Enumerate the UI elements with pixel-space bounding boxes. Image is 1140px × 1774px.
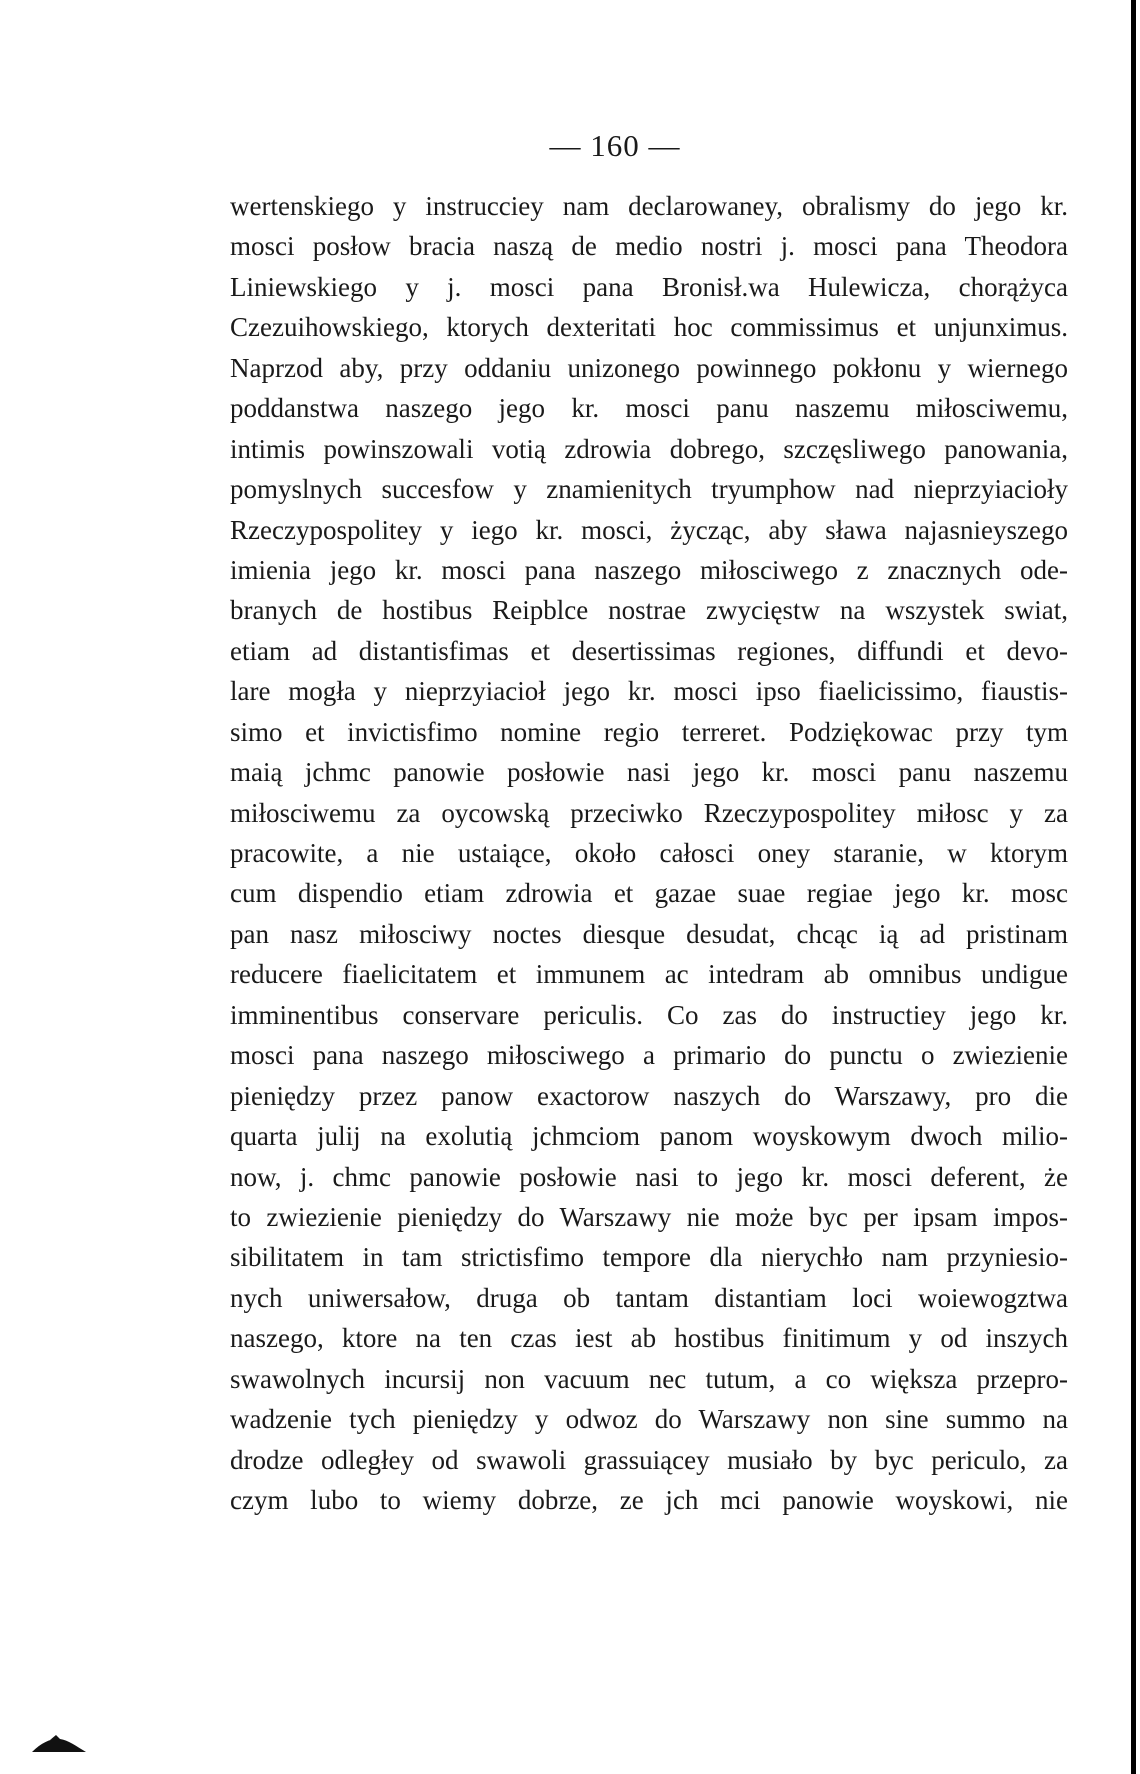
text-line: Naprzod aby, przy oddaniu unizonego powinnego pokłonu y wiernego: [230, 352, 1068, 383]
text-line: cum dispendio etiam zdrowia et gazae suae regiae jego kr. mosc: [230, 878, 1068, 909]
text-line: now, j. chmc panowie posłowie nasi to jego kr. mosci deferent, że: [230, 1161, 1068, 1192]
text-line: etiam ad distantisfimas et desertissimas regiones, diffundi et devo-: [230, 635, 1068, 666]
page-edge-border: [1131, 0, 1136, 1774]
text-line: wadzenie tych pieniędzy y odwoz do Warszawy non sine summo na: [230, 1404, 1068, 1435]
text-line: pomyslnych succesfow y znamienitych tryumphow nad nieprzyiacioły: [230, 474, 1068, 505]
text-line: czym lubo to wiemy dobrze, ze jch mci panowie woyskowi, nie: [230, 1485, 1068, 1515]
text-line: drodze odległey od swawoli grassuiącey musiało by byc periculo, za: [230, 1444, 1068, 1475]
text-line: to zwiezienie pieniędzy do Warszawy nie może byc per ipsam impos-: [230, 1201, 1068, 1232]
text-line: branych de hostibus Reipblce nostrae zwycięstw na wszystek swiat,: [230, 595, 1068, 626]
text-line: Rzeczypospolitey y iego kr. mosci, życząc, aby sława najasnieyszego: [230, 514, 1068, 545]
text-line: miłosciwemu za oycowską przeciwko Rzeczypospolitey miłosc y za: [230, 797, 1068, 828]
text-line: imminentibus conservare periculis. Co zas do instructiey jego kr.: [230, 999, 1068, 1030]
text-line: sibilitatem in tam strictisfimo tempore dla nierychło nam przyniesio-: [230, 1242, 1068, 1273]
text-line: imienia jego kr. mosci pana naszego miłosciwego z znacznych ode-: [230, 554, 1068, 585]
page-number: — 160 —: [549, 128, 681, 163]
text-line: lare mogła y nieprzyiacioł jego kr. mosci ipso fiaelicissimo, fiaustis-: [230, 676, 1068, 707]
text-line: quarta julij na exolutią jchmciom panom woyskowym dwoch milio-: [230, 1121, 1068, 1152]
text-line: simo et invictisfimo nomine regio terreret. Podziękowac przy tym: [230, 716, 1068, 747]
text-line: mosci posłow bracia naszą de medio nostri j. mosci pana Theodora: [230, 231, 1068, 262]
text-line: intimis powinszowali votią zdrowia dobrego, szczęsliwego panowania,: [230, 433, 1068, 464]
text-line: naszego, ktore na ten czas iest ab hostibus finitimum y od inszych: [230, 1323, 1068, 1354]
text-line: swawolnych incursij non vacuum nec tutum, a co większa przepro-: [230, 1363, 1068, 1394]
text-line: Liniewskiego y j. mosci pana Bronisł.wa Hulewicza, chorążyca: [230, 271, 1068, 302]
text-line: poddanstwa naszego jego kr. mosci panu naszemu miłosciwemu,: [230, 393, 1068, 424]
text-line: nych uniwersałow, druga ob tantam distantiam loci woiewogztwa: [230, 1282, 1068, 1313]
text-line: mosci pana naszego miłosciwego a primario do punctu o zwiezienie: [230, 1040, 1068, 1071]
text-line: Czezuihowskiego, ktorych dexteritati hoc commissimus et unjunximus.: [230, 312, 1068, 343]
text-line: pan nasz miłosciwy noctes diesque desudat, chcąc ią ad pristinam: [230, 918, 1068, 949]
body-text: [230, 186, 1068, 1520]
text-line: wertenskiego y instrucciey nam declarowaney, obralismy do jego kr.: [230, 191, 1068, 221]
ornament-icon: [30, 1734, 88, 1754]
text-line: maią jchmc panowie posłowie nasi jego kr. mosci panu naszemu: [230, 757, 1068, 788]
text-line: pieniędzy przez panow exactorow naszych do Warszawy, pro die: [230, 1080, 1068, 1111]
text-line: pracowite, a nie ustaiące, około całosci oney staranie, w ktorym: [230, 838, 1068, 868]
text-line: reducere fiaelicitatem et immunem ac intedram ab omnibus undigue: [230, 959, 1068, 990]
